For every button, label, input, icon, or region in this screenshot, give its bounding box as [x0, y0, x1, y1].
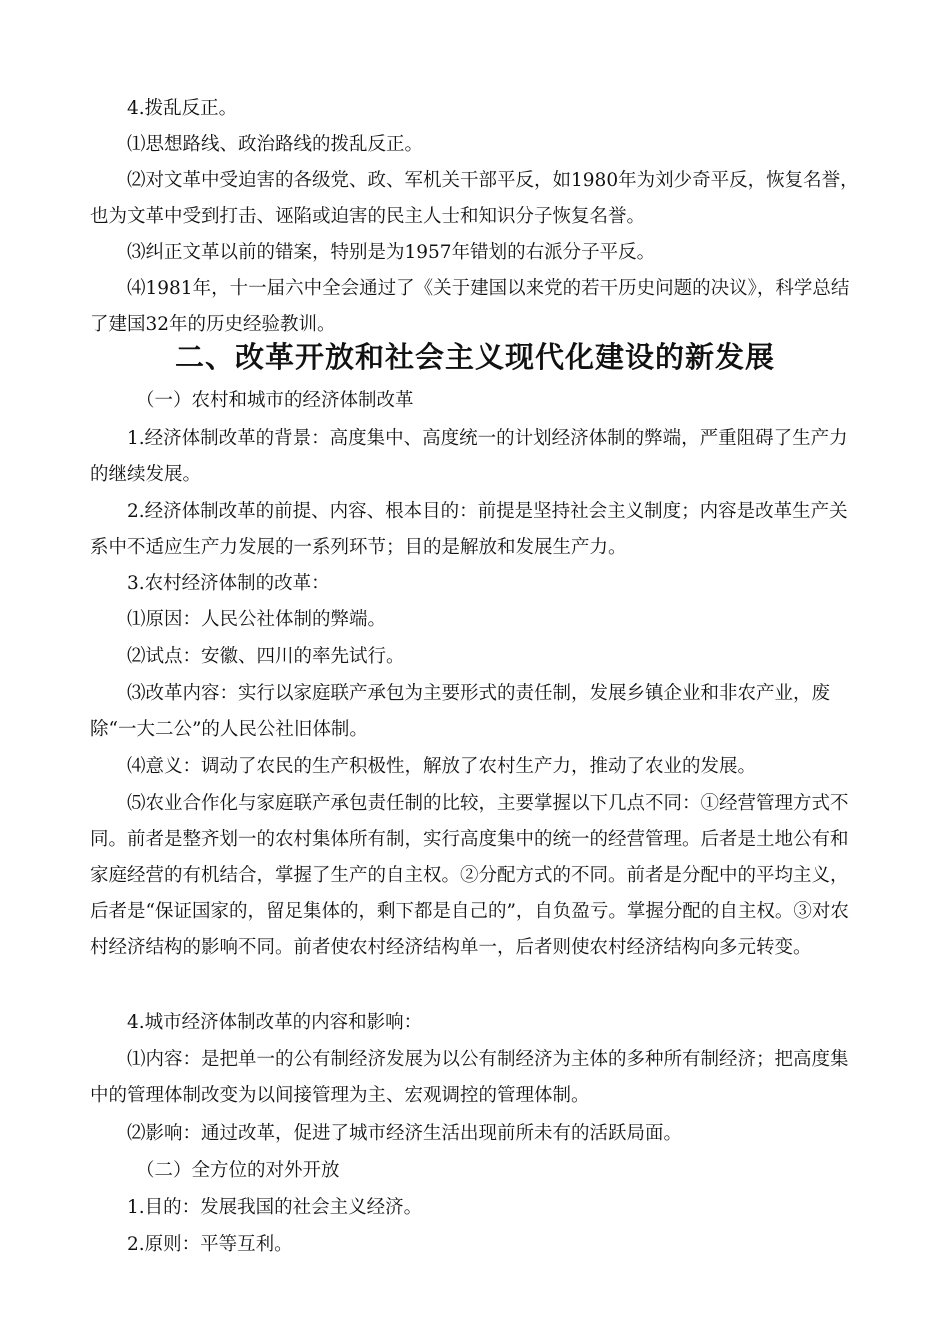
paragraph-open-2: 2.原则：平等互利。 — [127, 1234, 293, 1255]
section-title: 二、改革开放和社会主义现代化建设的新发展 — [174, 340, 775, 374]
paragraph-3-1: ⑴原因：人民公社体制的弊端。 — [127, 609, 387, 630]
paragraph-4-urban-2: ⑵影响：通过改革，促进了城市经济生活出现前所未有的活跃局面。 — [127, 1123, 683, 1144]
paragraph-3-4: ⑷意义：调动了农民的生产积极性，解放了农村生产力，推动了农业的发展。 — [127, 756, 757, 777]
paragraph-3-3: ⑶改革内容：实行以家庭联产承包为主要形式的责任制，发展乡镇企业和非农产业，废除“一大二公”的人民公社旧体制。 — [90, 683, 831, 740]
paragraph-4: 4.拨乱反正。 — [127, 98, 238, 119]
paragraph-4-4: ⑷1981年，十一届六中全会通过了《关于建国以来党的若干历史问题的决议》，科学总结了建国32年的历史经验教训。 — [90, 278, 850, 335]
paragraph-4-urban: 4.城市经济体制改革的内容和影响： — [127, 1012, 423, 1033]
paragraph-3-5: ⑸农业合作化与家庭联产承包责任制的比较，主要掌握以下几点不同：①经营管理方式不同。前者是整齐划一的农村集体所有制，实行高度集中的统一的经营管理。后者是土地公有和家庭经营的有机结合，掌握了生产的自主权。②分配方式的不同。前者是分配中的平均主义，后者是“保证国家的，留足集体的，剩下都是自己的”，自负盈亏。掌握分配的自主权。③对农村经济结构的影响不同。前者使农村经济结构单一，后者则使农村经济结构向多元转变。 — [90, 793, 849, 958]
paragraph-4-urban-1: ⑴内容：是把单一的公有制经济发展为以公有制经济为主体的多种所有制经济；把高度集中的管理体制改变为以间接管理为主、宏观调控的管理体制。 — [90, 1049, 849, 1106]
paragraph-3-2: ⑵试点：安徽、四川的率先试行。 — [127, 646, 405, 667]
subsection-title-2: （二）全方位的对外开放 — [136, 1160, 340, 1181]
paragraph-1: 1.经济体制改革的背景：高度集中、高度统一的计划经济体制的弊端，严重阻碍了生产力的继续发展。 — [90, 428, 848, 485]
paragraph-open-1: 1.目的：发展我国的社会主义经济。 — [127, 1197, 423, 1218]
paragraph-3: 3.农村经济体制的改革： — [127, 573, 330, 594]
paragraph-4-3: ⑶纠正文革以前的错案，特别是为1957年错划的右派分子平反。 — [127, 242, 656, 263]
paragraph-4-2: ⑵对文革中受迫害的各级党、政、军机关干部平反，如1980年为刘少奇平反，恢复名誉，也为文革中受到打击、诬陷或迫害的民主人士和知识分子恢复名誉。 — [90, 170, 859, 227]
subsection-title-1: （一）农村和城市的经济体制改革 — [136, 390, 414, 411]
paragraph-4-1: ⑴思想路线、政治路线的拨乱反正。 — [127, 134, 424, 155]
paragraph-2: 2.经济体制改革的前提、内容、根本目的：前提是坚持社会主义制度；内容是改革生产关系中不适应生产力发展的一系列环节；目的是解放和发展生产力。 — [90, 501, 848, 558]
